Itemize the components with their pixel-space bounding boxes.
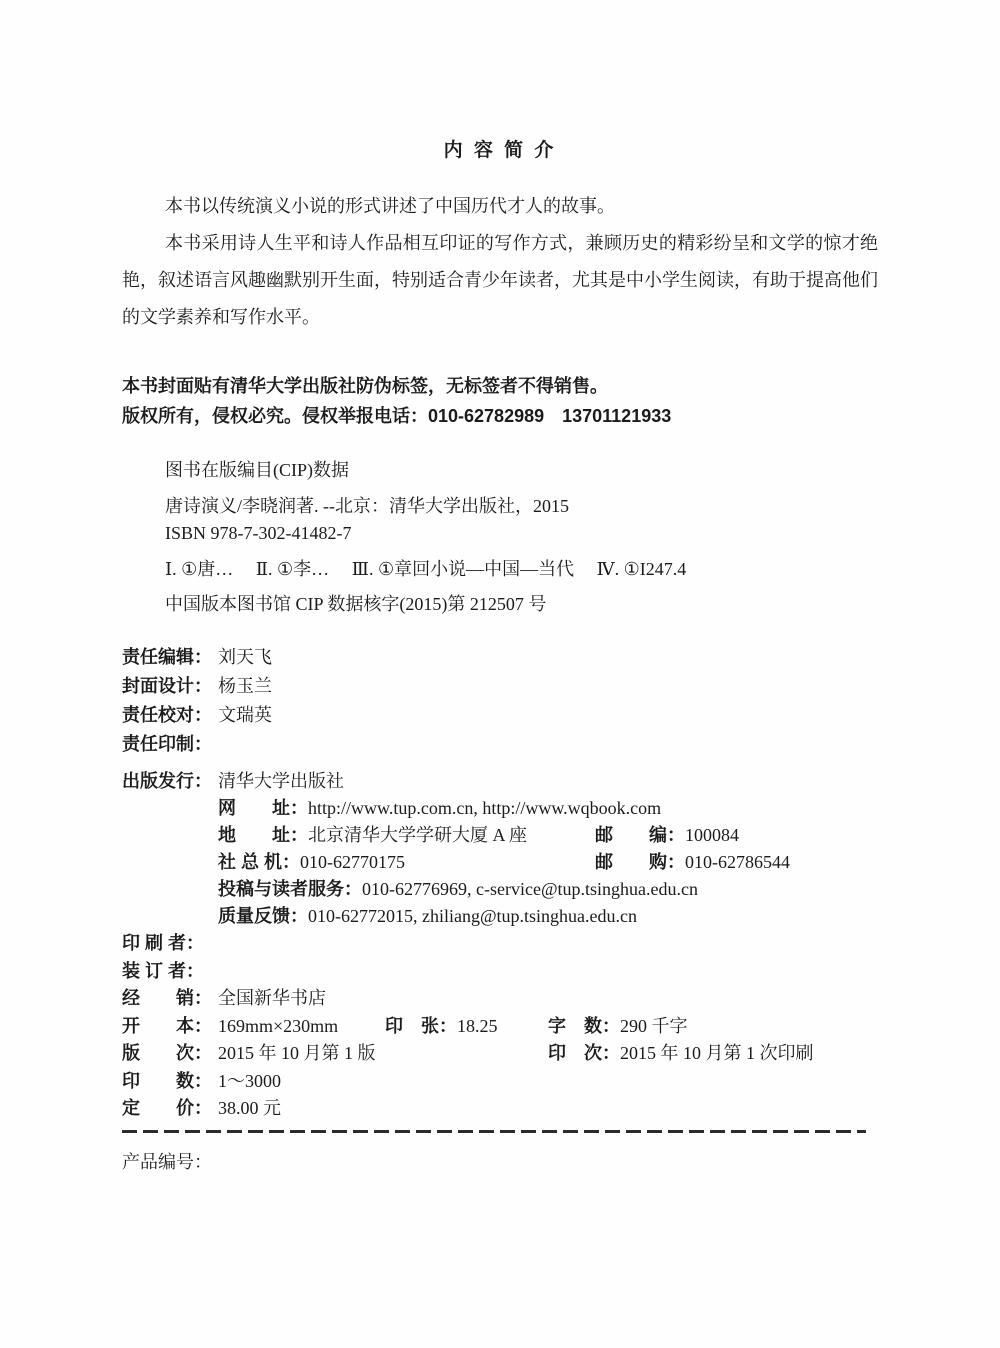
intro-paragraph-1: 本书以传统演义小说的形式讲述了中国历代才人的故事。 (165, 196, 615, 216)
cip-book-line: 唐诗演义/李晓润著. --北京：清华大学出版社，2015 (165, 496, 569, 516)
page-title: 内 容 简 介 (443, 140, 557, 161)
impression-label: 印 次： (548, 1043, 620, 1063)
publisher-row (122, 768, 878, 795)
word-count-pair (548, 1013, 688, 1041)
word-count-label: 字 数： (548, 1015, 620, 1036)
staff-row-print-supervisor (122, 730, 878, 759)
zip-value: 100084 (685, 825, 739, 845)
address-value: 北京清华大学学研大厦 A 座 (308, 825, 528, 845)
mail-order-label: 邮 购： (595, 852, 685, 872)
cover-designer-value: 杨玉兰 (218, 676, 272, 696)
sheets-value: 18.25 (457, 1015, 498, 1036)
cip-header: 图书在版编目(CIP)数据 (165, 460, 349, 480)
price-label: 定 价： (122, 1098, 212, 1118)
reader-service-label: 投稿与读者服务： (218, 879, 362, 899)
staff-row-proofreader (122, 701, 878, 730)
distributor-value: 全国新华书店 (218, 988, 326, 1008)
reader-service-value: 010-62776969, c-service@tup.tsinghua.edu.cn (362, 879, 698, 899)
mail-order-pair (595, 849, 790, 876)
address-label: 地 址： (218, 825, 308, 845)
editor-value: 刘天飞 (218, 647, 272, 667)
cover-designer-label: 封面设计： (122, 676, 212, 696)
website-value: http://www.tup.com.cn, http://www.wqbook.com (308, 798, 662, 818)
product-number-label: 产品编号： (122, 1151, 212, 1172)
cip-record-line: 中国版本图书馆 CIP 数据核字(2015)第 212507 号 (165, 594, 547, 614)
publisher-block (122, 768, 878, 930)
zip-label: 邮 编： (595, 825, 685, 845)
printer-row (122, 930, 878, 958)
cip-isbn-line: ISBN 978-7-302-41482-7 (165, 523, 352, 543)
quality-feedback-row (122, 903, 878, 930)
website-row (122, 795, 878, 822)
cip-block (122, 457, 878, 618)
switchboard-row (122, 849, 878, 876)
zip-pair (595, 822, 739, 849)
anti-piracy-notice (122, 371, 878, 431)
binder-row (122, 958, 878, 986)
binder-label: 装 订 者： (122, 960, 205, 981)
edition-value: 2015 年 10 月第 1 版 (218, 1043, 376, 1063)
impression-value: 2015 年 10 月第 1 次印刷 (620, 1043, 814, 1063)
print-run-value: 1～3000 (218, 1070, 281, 1091)
format-row (122, 1013, 878, 1041)
proofreader-value: 文瑞英 (218, 705, 272, 725)
switchboard-label: 社 总 机： (218, 852, 301, 872)
price-value: 38.00 元 (218, 1098, 281, 1118)
quality-feedback-value: 010-62772015, zhiliang@tup.tsinghua.edu.cn (308, 906, 638, 926)
proofreader-label: 责任校对： (122, 705, 212, 725)
print-run-row (122, 1068, 878, 1096)
format-value: 169mm×230mm (218, 1015, 339, 1036)
staff-row-editor (122, 643, 878, 672)
publisher-value: 清华大学出版社 (218, 771, 344, 791)
product-number-row (122, 1149, 878, 1176)
cip-classification-line: Ⅰ. ①唐… Ⅱ. ①李… Ⅲ. ①章回小说—中国—当代 Ⅳ. ①I247.4 (165, 559, 687, 579)
anti-piracy-line-2: 版权所有，侵权必究。侵权举报电话：010-62782989 13701121933 (122, 406, 672, 426)
publisher-label: 出版发行： (122, 771, 212, 791)
print-supervisor-label: 责任印制： (122, 734, 212, 754)
distributor-row (122, 985, 878, 1013)
staff-block (122, 643, 878, 759)
word-count-value: 290 千字 (620, 1015, 688, 1036)
print-run-label: 印 数： (122, 1070, 212, 1091)
sheets-label: 印 张： (385, 1015, 457, 1036)
page-content (122, 0, 878, 1176)
impression-pair (548, 1040, 814, 1068)
separator-dashed-line (122, 1130, 866, 1133)
mail-order-value: 010-62786544 (685, 852, 790, 872)
printing-info-block (122, 930, 878, 1123)
edition-row (122, 1040, 878, 1068)
intro-paragraph-2: 本书采用诗人生平和诗人作品相互印证的写作方式，兼顾历史的精彩纷呈和文学的惊才绝艳，叙述语言风趣幽默别开生面，特别适合青少年读者，尤其是中小学生阅读，有助于提高他们的文学素养和写作水平。 (122, 233, 878, 327)
format-label: 开 本： (122, 1015, 212, 1036)
anti-piracy-line-1: 本书封面贴有清华大学出版社防伪标签，无标签者不得销售。 (122, 376, 608, 396)
switchboard-value: 010-62770175 (300, 852, 406, 872)
printer-label: 印 刷 者： (122, 933, 205, 953)
distributor-label: 经 销： (122, 988, 212, 1008)
address-row (122, 822, 878, 849)
website-label: 网 址： (218, 798, 308, 818)
editor-label: 责任编辑： (122, 647, 212, 667)
sheets-pair (385, 1013, 498, 1041)
staff-row-cover-designer (122, 672, 878, 701)
price-row (122, 1095, 878, 1123)
reader-service-row (122, 876, 878, 903)
edition-label: 版 次： (122, 1043, 212, 1063)
quality-feedback-label: 质量反馈： (218, 906, 308, 926)
